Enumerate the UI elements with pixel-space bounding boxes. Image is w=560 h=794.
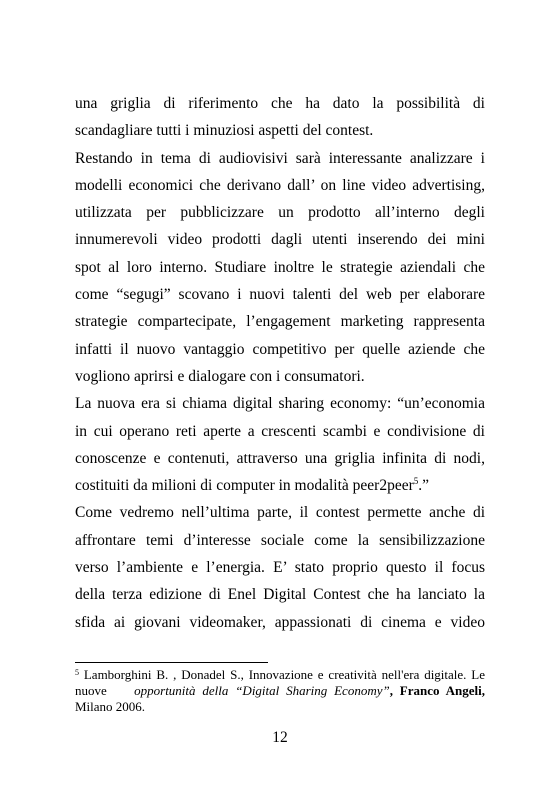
footnote-line: Milano 2006. (75, 699, 146, 714)
body-line: La nuova era si chiama digital sharing economy: “un’economia (75, 395, 485, 413)
body-line: vogliono aprirsi e dialogare con i consumatori. (75, 367, 365, 385)
body-line: Come vedremo nell’ultima parte, il contest permette anche di (75, 504, 485, 522)
body-line-text: costituiti da milioni di computer in modalità peer2peer (75, 477, 414, 495)
footnote-marker: 5 (413, 476, 419, 487)
body-line: infatti il nuovo vantaggio competitivo per quelle aziende che (75, 340, 485, 358)
body-line: conoscenze e contenuti, attraverso una griglia infinita di nodi, (75, 449, 485, 467)
body-line: in cui operano reti aperte a crescenti scambi e condivisione di (75, 422, 485, 440)
footnote-divider (75, 662, 268, 663)
body-line: sfida ai giovani videomaker, appassionati di cinema e video (75, 613, 485, 631)
footnote-number: 5 (75, 668, 79, 677)
body-line: scandagliare tutti i minuziosi aspetti del contest. (75, 122, 374, 140)
footnote-line (75, 683, 485, 699)
footnote (75, 667, 485, 715)
body-line: strategie compartecipate, l’engagement marketing rappresenta (75, 313, 485, 331)
body-line: della terza edizione di Enel Digital Contest che ha lanciato la (75, 586, 485, 604)
body-line: innumerevoli video prodotti dagli utenti inserendo dei mini (75, 231, 485, 249)
body-line: utilizzata per pubblicizzare un prodotto all’interno degli (75, 204, 485, 222)
footnote-line-text: Lamborghini B. , Donadel S., Innovazione e creatività nell'era digitale. Le (83, 667, 485, 682)
footnote-text: nuove (75, 683, 107, 698)
footnote-line (75, 667, 485, 683)
body-line: spot al loro interno. Studiare inoltre le strategie aziendali che (75, 258, 485, 276)
body-line: modelli economici che derivano dall’ on line video advertising, (75, 176, 485, 194)
body-line: affrontare temi d’interesse sociale come la sensibilizzazione (75, 531, 485, 549)
body-line: come “segugi” scovano i nuovi talenti del web per elaborare (75, 286, 485, 304)
body-line-with-footnote (75, 472, 485, 499)
body-text (75, 90, 485, 636)
footnote-title: opportunità della “Digital Sharing Economy” (134, 683, 390, 698)
page-number: 12 (272, 729, 288, 746)
quote-close: .” (418, 477, 430, 495)
body-line: verso l’ambiente e l’energia. E’ stato proprio questo il focus (75, 559, 485, 577)
body-line: Restando in tema di audiovisivi sarà interessante analizzare i (75, 149, 485, 167)
footnote-publisher: , Franco Angeli, (389, 683, 485, 698)
body-line: una griglia di riferimento che ha dato la possibilità di (75, 95, 485, 112)
